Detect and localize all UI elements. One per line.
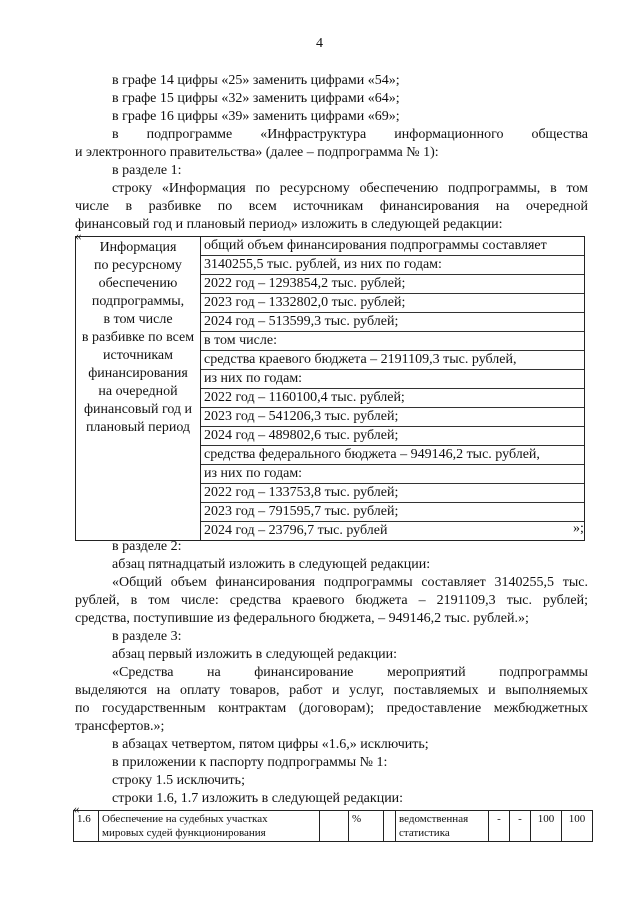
section3-quote-line-3: по государственным контрактам (договорам); предоставление межбюджетных bbox=[75, 701, 588, 716]
word: подпрограмме bbox=[146, 127, 233, 142]
value-cell: 100 bbox=[531, 811, 562, 842]
section1-para-line-2: числе в разбивке по всем источникам финансирования на очередной bbox=[75, 199, 588, 214]
intro-line-2: в графе 15 цифры «32» заменить цифрами «64»; bbox=[112, 91, 400, 106]
value-row: 2023 год – 1332802,0 тыс. рублей; bbox=[201, 294, 584, 313]
resource-info-table bbox=[75, 236, 585, 541]
value-row: 2024 год – 489802,6 тыс. рублей; bbox=[201, 427, 584, 446]
section2-heading: в разделе 2: bbox=[112, 539, 182, 554]
section1-para-line-1: строку «Информация по ресурсному обеспечению подпрограммы, в том bbox=[112, 181, 588, 196]
word: мероприятий bbox=[387, 665, 466, 680]
value-row: из них по годам: bbox=[201, 465, 584, 484]
label-line: финансовый год и bbox=[83, 402, 193, 417]
word: финансирование bbox=[254, 665, 354, 680]
word: «Средства bbox=[112, 665, 174, 680]
value-row: средства краевого бюджета – 2191109,3 тыс. рублей, bbox=[201, 351, 584, 370]
label-line: в разбивке по всем bbox=[81, 330, 195, 345]
table-row bbox=[74, 811, 593, 842]
section2-quote-line-3: средства, поступившие из федерального бюджета, – 949146,2 тыс. рублей.»; bbox=[75, 611, 529, 626]
value-row: 2023 год – 541206,3 тыс. рублей; bbox=[201, 408, 584, 427]
value-cell: - bbox=[489, 811, 510, 842]
section1-para-line-3: финансовый год и плановый период» изложить в следующей редакции: bbox=[75, 217, 503, 232]
value-row: 3140255,5 тыс. рублей, из них по годам: bbox=[201, 256, 584, 275]
tail-line-2: в приложении к паспорту подпрограммы № 1: bbox=[112, 755, 388, 770]
value-cell: 100 bbox=[562, 811, 593, 842]
page-number: 4 bbox=[316, 36, 323, 51]
name-line: Обеспечение на судебных участках bbox=[102, 813, 268, 825]
intro-line-1: в графе 14 цифры «25» заменить цифрами «54»; bbox=[112, 73, 400, 88]
unit-cell: % bbox=[349, 811, 384, 842]
label-line: на очередной bbox=[98, 384, 178, 399]
section3-quote-line-2: выделяются на оплату товаров, работ и услуг, поставляемых и выполняемых bbox=[75, 683, 588, 698]
label-line: по ресурсному bbox=[94, 258, 182, 273]
section3-quote-line-4: трансфертов.»; bbox=[75, 719, 165, 734]
indicator-name-cell bbox=[99, 811, 320, 842]
section3-heading: в разделе 3: bbox=[112, 629, 182, 644]
open-quote: « bbox=[75, 228, 82, 243]
close-quote: »; bbox=[573, 521, 584, 536]
word: подпрограммы bbox=[499, 665, 588, 680]
word: на bbox=[206, 665, 221, 680]
label-line: в том числе bbox=[103, 312, 173, 327]
name-line: мировых судей функционирования bbox=[102, 827, 266, 839]
section3-instruction: абзац первый изложить в следующей редакции: bbox=[112, 647, 398, 662]
value-row: общий объем финансирования подпрограммы составляет bbox=[201, 237, 584, 256]
value-row: средства федерального бюджета – 949146,2 тыс. рублей, bbox=[201, 446, 584, 465]
indicators-table bbox=[73, 810, 593, 842]
label-line: Информация bbox=[99, 240, 177, 255]
value-row: 2022 год – 1160100,4 тыс. рублей; bbox=[201, 389, 584, 408]
label-line: плановый период bbox=[85, 420, 191, 435]
section1-heading: в разделе 1: bbox=[112, 163, 182, 178]
info-label-cell bbox=[76, 237, 201, 541]
value-row: 2022 год – 133753,8 тыс. рублей; bbox=[201, 484, 584, 503]
subprogram-line-2: и электронного правительства» (далее – подпрограмма № 1): bbox=[75, 145, 439, 160]
word: общества bbox=[531, 127, 588, 142]
value-row: в том числе: bbox=[201, 332, 584, 351]
tail-line-3: строку 1.5 исключить; bbox=[112, 773, 245, 788]
section2-quote-line-2: рублей, в том числе: средства краевого бюджета – 2191109,3 тыс. рублей; bbox=[75, 593, 588, 608]
empty-cell bbox=[320, 811, 349, 842]
intro-line-3: в графе 16 цифры «39» заменить цифрами «69»; bbox=[112, 109, 400, 124]
source-cell bbox=[396, 811, 489, 842]
source-line: ведомственная bbox=[399, 813, 469, 825]
tail-line-1: в абзацах четвертом, пятом цифры «1.6,» исключить; bbox=[112, 737, 429, 752]
value-row: 2022 год – 1293854,2 тыс. рублей; bbox=[201, 275, 584, 294]
word: информационного bbox=[394, 127, 504, 142]
section2-quote-line-1: «Общий объем финансирования подпрограммы составляет 3140255,5 тыс. bbox=[112, 575, 588, 590]
word: «Инфраструктура bbox=[260, 127, 367, 142]
open-quote-2: « bbox=[73, 801, 80, 816]
label-line: подпрограммы, bbox=[91, 294, 185, 309]
empty-cell bbox=[384, 811, 396, 842]
label-line: обеспечению bbox=[98, 276, 178, 291]
label-line: финансирования bbox=[88, 366, 188, 381]
tail-line-4: строки 1.6, 1.7 изложить в следующей редакции: bbox=[112, 791, 404, 806]
subprogram-line-1 bbox=[112, 126, 588, 144]
word: в bbox=[112, 127, 119, 142]
value-cell: - bbox=[510, 811, 531, 842]
section3-quote-line-1 bbox=[112, 664, 588, 682]
info-value-cell bbox=[201, 237, 585, 541]
source-line: статистика bbox=[399, 827, 450, 839]
label-line: источникам bbox=[103, 348, 173, 363]
value-row: 2024 год – 513599,3 тыс. рублей; bbox=[201, 313, 584, 332]
value-row: из них по годам: bbox=[201, 370, 584, 389]
row-number-cell: 1.6 bbox=[74, 811, 99, 842]
section2-instruction: абзац пятнадцатый изложить в следующей редакции: bbox=[112, 557, 431, 572]
value-row: 2024 год – 23796,7 тыс. рублей bbox=[204, 523, 388, 538]
value-row: 2023 год – 791595,7 тыс. рублей; bbox=[201, 503, 584, 522]
